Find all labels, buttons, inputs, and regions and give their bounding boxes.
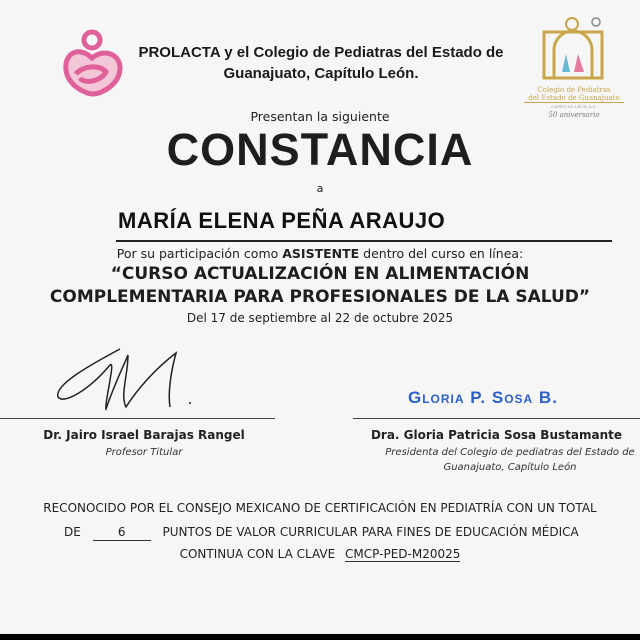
name-underline bbox=[116, 240, 612, 242]
present-text: Presentan la siguiente bbox=[250, 109, 390, 124]
signature-line-right bbox=[353, 418, 640, 419]
logo-line: 50 aniversario bbox=[548, 111, 600, 119]
prolacta-logo bbox=[60, 28, 126, 98]
signer-name: Dra. Gloria Patricia Sosa Bustamante bbox=[370, 428, 622, 442]
participation-text: Por su participación como ASISTENTE dentro del curso en línea: bbox=[116, 246, 524, 261]
course-dates: Del 17 de septiembre al 22 de octubre 2025 bbox=[186, 311, 454, 325]
bottom-border bbox=[0, 634, 640, 640]
signature-jairo bbox=[50, 345, 210, 415]
signature-gloria: Gloria P. Sosa B. bbox=[408, 388, 558, 407]
signature-line-left bbox=[0, 418, 275, 419]
logo-line: CAPÍTULO LEÓN A.C. bbox=[551, 104, 597, 109]
recognition-line3: CONTINUA CON LA CLAVE CMCP-PED-M20025 bbox=[179, 547, 461, 561]
points-value: 6 bbox=[93, 525, 151, 541]
signer-role: Presidenta del Colegio de pediatras del Estado de Guanajuato, Capítulo León bbox=[385, 447, 635, 473]
course-title: “CURSO ACTUALIZACIÓN EN ALIMENTACIÓN COMPLEMENTARIA PARA PROFESIONALES DE LA SALUD” bbox=[49, 264, 591, 307]
organizers-text: PROLACTA y el Colegio de Pediatras del Estado de Guanajuato, Capítulo León. bbox=[138, 44, 504, 82]
colegio-emblem-icon bbox=[536, 14, 608, 80]
signer-role: Profesor Titular bbox=[105, 447, 183, 458]
logo-line: Colegio de Pediatras bbox=[537, 86, 611, 94]
certificate-title: CONSTANCIA bbox=[166, 124, 474, 175]
colegio-logo bbox=[528, 14, 620, 119]
logo-line: del Estado de Guanajuato bbox=[524, 94, 624, 103]
accreditation-code: CMCP-PED-M20025 bbox=[345, 547, 461, 561]
recognition-line2: DE 6 PUNTOS DE VALOR CURRICULAR PARA FINES DE EDUCACIÓN MÉDICA bbox=[64, 525, 579, 539]
recipient-name: MARÍA ELENA PEÑA ARAUJO bbox=[118, 208, 446, 233]
recognition-line1: RECONOCIDO POR EL CONSEJO MEXICANO DE CERTIFICACIÓN EN PEDIATRÍA CON UN TOTAL bbox=[43, 501, 597, 515]
signer-name: Dr. Jairo Israel Barajas Rangel bbox=[43, 428, 245, 442]
to-text: a bbox=[316, 182, 324, 195]
